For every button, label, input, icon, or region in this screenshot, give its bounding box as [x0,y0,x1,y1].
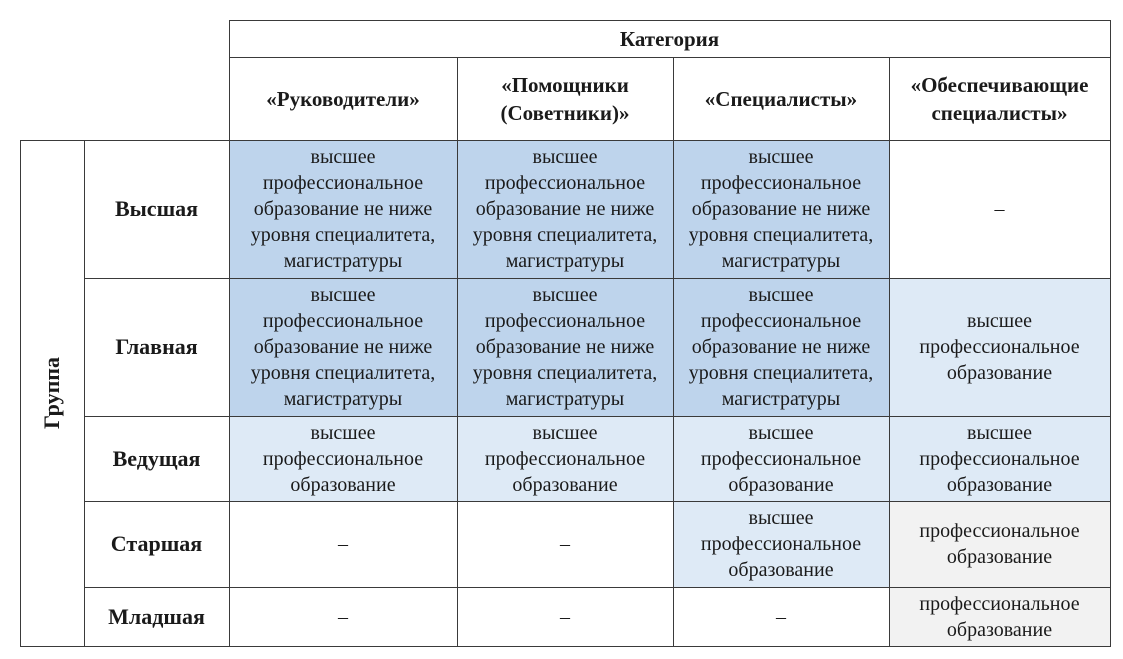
row-label-vedushchaya: Ведущая [112,445,201,471]
grid-line [20,140,21,647]
table-cell: – [889,140,1110,278]
table-cell: – [229,587,457,646]
table-cell: высшее профессиональное образование не ниже уровня специалитета, магистратуры [229,140,457,278]
column-header-pomoshchniki: «Помощники (Советники)» [500,72,630,125]
table-cell: высшее профессиональное образование [673,501,889,587]
grid-line [20,646,1111,647]
category-header: Категория [619,26,720,51]
grid-line [20,140,1111,141]
grid-line [84,416,1111,417]
table-cell: – [673,587,889,646]
table-cell: высшее профессиональное образование не ниже уровня специалитета, магистратуры [229,278,457,416]
table-cell: высшее профессиональное образование [889,416,1110,501]
table-cell: высшее профессиональное образование не ниже уровня специалитета, магистратуры [457,140,673,278]
grid-line [229,20,1111,21]
group-header [20,140,84,646]
grid-line [889,57,890,647]
grid-line [84,587,1111,588]
grid-line [84,501,1111,502]
table-cell: высшее профессиональное образование [889,278,1110,416]
table-cell: высшее профессиональное образование [457,416,673,501]
grid-line [457,57,458,647]
table-cell: высшее профессиональное образование [229,416,457,501]
table-cell: – [457,587,673,646]
column-header-rukovoditeli: «Руководители» [266,86,420,111]
table-cell: профессиональное образование [889,501,1110,587]
table-cell: – [229,501,457,587]
row-label-vysshaya: Высшая [114,196,199,221]
table-cell: высшее профессиональное образование не ниже уровня специалитета, магистратуры [673,140,889,278]
grid-line [229,20,230,647]
grid-line [673,57,674,647]
row-label-starshaya: Старшая [110,531,203,556]
table-cell: высшее профессиональное образование [673,416,889,501]
table-cell: профессиональное образование [889,587,1110,646]
column-header-spetsialisty: «Специалисты» [704,86,858,111]
grid-line [1110,20,1111,647]
grid-line [229,57,1111,58]
grid-line [84,278,1111,279]
column-header-obespechivayushchie: «Обеспечивающие специалисты» [910,72,1089,125]
row-label-mladshaya: Младшая [108,603,205,629]
table-cell: – [457,501,673,587]
table-cell: высшее профессиональное образование не ниже уровня специалитета, магистратуры [673,278,889,416]
grid-line [84,140,85,647]
row-label-glavnaya: Главная [115,334,198,359]
table-cell: высшее профессиональное образование не ниже уровня специалитета, магистратуры [457,278,673,416]
group-header-text: Группа [39,357,65,429]
